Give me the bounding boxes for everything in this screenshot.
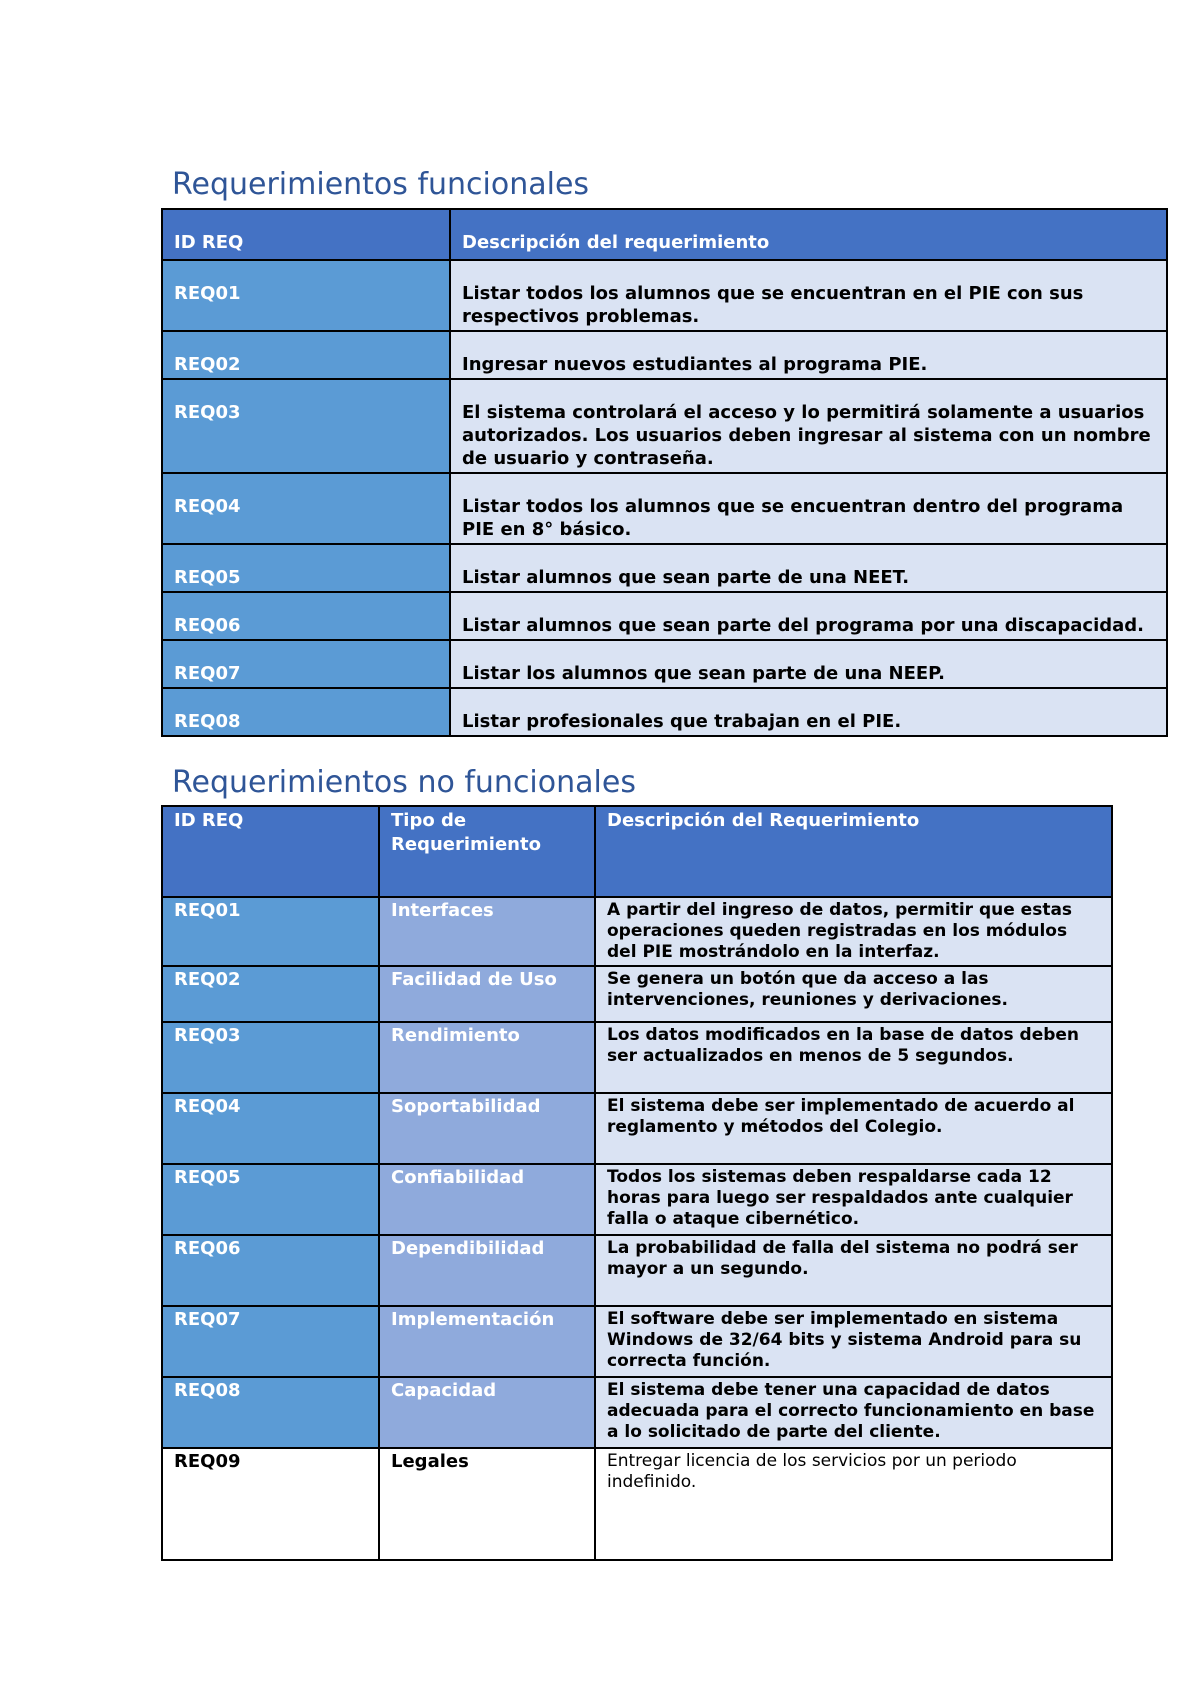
table-row: [162, 379, 1167, 473]
req-type: Implementación: [379, 1306, 595, 1377]
req-id: REQ06: [162, 1235, 379, 1306]
req-description: Los datos modificados en la base de datos deben ser actualizados en menos de 5 segundos.: [595, 1022, 1112, 1093]
header-description: Descripción del requerimiento: [450, 209, 1167, 260]
header-description: Descripción del Requerimiento: [595, 806, 1112, 897]
req-description: El sistema debe ser implementado de acuerdo al reglamento y métodos del Colegio.: [595, 1093, 1112, 1164]
req-description: Listar todos los alumnos que se encuentran dentro del programa PIE en 8° básico.: [450, 473, 1167, 544]
table-row: [162, 260, 1167, 331]
req-id: REQ06: [162, 592, 450, 640]
req-type: Facilidad de Uso: [379, 966, 595, 1022]
req-type: Rendimiento: [379, 1022, 595, 1093]
req-description: El software debe ser implementado en sistema Windows de 32/64 bits y sistema Android para su correcta función.: [595, 1306, 1112, 1377]
header-id: ID REQ: [162, 806, 379, 897]
req-id: REQ05: [162, 1164, 379, 1235]
req-description: La probabilidad de falla del sistema no podrá ser mayor a un segundo.: [595, 1235, 1112, 1306]
req-id: REQ01: [162, 897, 379, 966]
req-description: Todos los sistemas deben respaldarse cada 12 horas para luego ser respaldados ante cualquier falla o ataque cibernético.: [595, 1164, 1112, 1235]
req-description: Ingresar nuevos estudiantes al programa PIE.: [450, 331, 1167, 379]
non-functional-requirements-title: Requerimientos no funcionales: [172, 765, 636, 800]
table-header-row: [162, 806, 1112, 897]
req-type: Soportabilidad: [379, 1093, 595, 1164]
table-row: [162, 1022, 1112, 1093]
table-row: [162, 544, 1167, 592]
req-type: Confiabilidad: [379, 1164, 595, 1235]
table-row: [162, 688, 1167, 736]
table-row: [162, 640, 1167, 688]
table-row: [162, 1306, 1112, 1377]
table-row: [162, 1093, 1112, 1164]
req-type: Interfaces: [379, 897, 595, 966]
req-description: El sistema controlará el acceso y lo permitirá solamente a usuarios autorizados. Los usuarios deben ingresar al sistema con un nombre de usuario y contraseña.: [450, 379, 1167, 473]
req-description: Listar profesionales que trabajan en el PIE.: [450, 688, 1167, 736]
table-row: [162, 1164, 1112, 1235]
req-id: REQ07: [162, 1306, 379, 1377]
req-id: REQ04: [162, 1093, 379, 1164]
req-id: REQ01: [162, 260, 450, 331]
functional-requirements-table: [161, 208, 1168, 737]
req-description: Se genera un botón que da acceso a las intervenciones, reuniones y derivaciones.: [595, 966, 1112, 1022]
req-description: Listar los alumnos que sean parte de una NEEP.: [450, 640, 1167, 688]
req-description: Listar alumnos que sean parte del programa por una discapacidad.: [450, 592, 1167, 640]
req-description: Listar alumnos que sean parte de una NEET.: [450, 544, 1167, 592]
req-id: REQ08: [162, 688, 450, 736]
header-id: ID REQ: [162, 209, 450, 260]
req-type: Capacidad: [379, 1377, 595, 1448]
non-functional-requirements-table: [161, 805, 1113, 1561]
req-id: REQ07: [162, 640, 450, 688]
req-id: REQ03: [162, 379, 450, 473]
functional-requirements-title: Requerimientos funcionales: [172, 167, 590, 202]
req-id: REQ02: [162, 966, 379, 1022]
req-description: El sistema debe tener una capacidad de datos adecuada para el correcto funcionamiento en base a lo solicitado de parte del cliente.: [595, 1377, 1112, 1448]
req-type: Legales: [379, 1448, 595, 1560]
req-id: REQ05: [162, 544, 450, 592]
req-id: REQ09: [162, 1448, 379, 1560]
req-description: Listar todos los alumnos que se encuentran en el PIE con sus respectivos problemas.: [450, 260, 1167, 331]
table-row: [162, 1235, 1112, 1306]
table-row: [162, 473, 1167, 544]
table-row: [162, 331, 1167, 379]
req-id: REQ04: [162, 473, 450, 544]
req-type: Dependibilidad: [379, 1235, 595, 1306]
req-id: REQ02: [162, 331, 450, 379]
header-type: Tipo de Requerimiento: [379, 806, 595, 897]
table-row: [162, 897, 1112, 966]
table-row: [162, 1377, 1112, 1448]
table-row: [162, 592, 1167, 640]
table-header-row: [162, 209, 1167, 260]
req-description: Entregar licencia de los servicios por un periodo indefinido.: [595, 1448, 1112, 1560]
table-row: [162, 966, 1112, 1022]
table-row: [162, 1448, 1112, 1560]
req-description: A partir del ingreso de datos, permitir que estas operaciones queden registradas en los módulos del PIE mostrándolo en la interfaz.: [595, 897, 1112, 966]
req-id: REQ03: [162, 1022, 379, 1093]
req-id: REQ08: [162, 1377, 379, 1448]
